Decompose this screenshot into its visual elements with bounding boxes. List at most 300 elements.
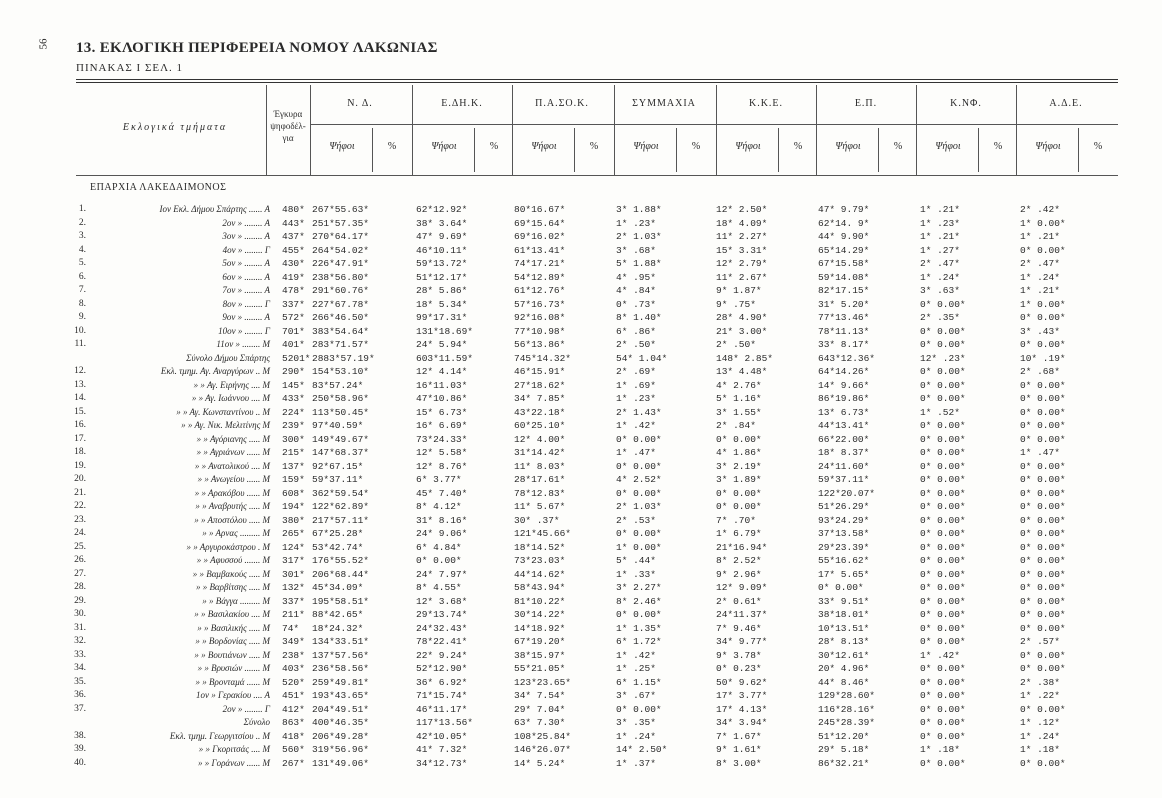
- party-result-cell: 10*13.51*: [818, 622, 870, 634]
- party-result-cell: 45* 7.40*: [416, 487, 468, 499]
- party-result-cell: 148* 2.85*: [716, 352, 774, 364]
- row-number: 11.: [74, 339, 86, 349]
- row-number: 20.: [74, 474, 86, 484]
- table-row: [0, 434, 1162, 445]
- party-result-cell: 83*57.24*: [312, 379, 364, 391]
- party-result-cell: 4* 2.76*: [716, 379, 762, 391]
- party-result-cell: 46*11.17*: [416, 703, 468, 715]
- party-result-cell: 11* 5.67*: [514, 501, 566, 512]
- party-result-cell: 24* 7.97*: [416, 568, 468, 580]
- valid-ballots-cell: 608*: [282, 487, 305, 499]
- party-result-cell: 0* 0.00*: [1020, 339, 1066, 350]
- valid-ballots-cell: 337*: [282, 595, 305, 607]
- valid-ballots-cell: 159*: [282, 474, 305, 485]
- table-row: [0, 393, 1162, 404]
- table-row: [0, 488, 1162, 499]
- party-result-cell: 0* 0.00*: [1020, 460, 1066, 472]
- district-name: 10ον » ........ Γ: [218, 325, 270, 336]
- party-result-cell: 3* 2.19*: [716, 460, 762, 472]
- party-result-cell: 0* 0.00*: [1020, 609, 1066, 620]
- party-result-cell: 69*16.02*: [514, 231, 566, 242]
- header-districts: Εκλογικά τμήματα: [122, 122, 228, 133]
- party-result-cell: 2* .42*: [1020, 204, 1060, 215]
- party-result-cell: 122*62.89*: [312, 501, 370, 512]
- party-result-cell: 0* 0.00*: [920, 339, 966, 350]
- table-row: [0, 677, 1162, 688]
- votes-header-5: Ψήφοι: [835, 141, 861, 152]
- row-number: 9.: [78, 312, 86, 322]
- district-name: » » Αγόριανης ..... Μ: [196, 433, 270, 444]
- party-result-cell: 37*13.58*: [818, 528, 870, 539]
- party-result-cell: 0* 0.00*: [920, 514, 966, 526]
- party-result-cell: 73*24.33*: [416, 433, 468, 445]
- votes-header-4: Ψήφοι: [735, 141, 761, 152]
- row-number: 37.: [74, 703, 86, 714]
- party-result-cell: 1* .24*: [616, 730, 656, 742]
- valid-ballots-cell: 238*: [282, 649, 305, 661]
- party-result-cell: 0* 0.00*: [1020, 487, 1066, 499]
- party-result-cell: 0* 0.00*: [920, 420, 966, 431]
- party-result-cell: 57*16.73*: [514, 298, 566, 310]
- party-divider-3: [614, 85, 615, 175]
- section-heading: ΕΠΑΡΧΙΑ ΛΑΚΕΔΑΙΜΟΝΟΣ: [90, 182, 227, 193]
- pct-divider-1: [474, 128, 475, 172]
- party-result-cell: 1* .37*: [616, 757, 656, 769]
- party-result-cell: 14* 9.66*: [818, 379, 870, 391]
- party-result-cell: 4* 2.52*: [616, 474, 662, 485]
- party-result-cell: 146*26.07*: [514, 744, 572, 755]
- party-result-cell: 42*10.05*: [416, 730, 468, 742]
- party-result-cell: 24*11.37*: [716, 609, 768, 620]
- valid-ballots-cell: 863*: [282, 717, 305, 728]
- row-number: 17.: [74, 433, 86, 444]
- row-number: 29.: [74, 595, 86, 606]
- party-result-cell: 267*55.63*: [312, 204, 370, 215]
- party-result-cell: 67*15.58*: [818, 258, 870, 269]
- table-row: [0, 231, 1162, 242]
- party-result-cell: 400*46.35*: [312, 717, 370, 728]
- party-result-cell: 238*56.80*: [312, 271, 370, 283]
- valid-ballots-cell: 337*: [282, 298, 305, 310]
- party-result-cell: 0* 0.00*: [1020, 555, 1066, 566]
- party-result-cell: 4* .84*: [616, 285, 656, 296]
- party-result-cell: 1* .21*: [920, 204, 960, 215]
- party-result-cell: 0* 0.00*: [920, 757, 966, 769]
- valid-ballots-cell: 301*: [282, 568, 305, 580]
- table-row: [0, 272, 1162, 283]
- party-result-cell: 137*57.56*: [312, 649, 370, 661]
- valid-ballots-cell: 418*: [282, 730, 305, 742]
- valid-ballots-cell: 5201*: [282, 352, 311, 364]
- party-result-cell: 1* .52*: [920, 406, 960, 418]
- party-header-3: ΣΥΜΜΑΧΙΑ: [632, 98, 696, 109]
- party-result-cell: 28* 5.86*: [416, 285, 468, 296]
- valid-ballots-cell: 451*: [282, 690, 305, 701]
- row-number: 31.: [74, 622, 86, 633]
- district-name: 2ον » ........ Γ: [222, 703, 270, 714]
- row-number: 3.: [78, 231, 86, 241]
- party-result-cell: 10* .19*: [1020, 352, 1066, 364]
- party-header-0: Ν. Δ.: [347, 98, 373, 109]
- party-result-cell: 34*12.73*: [416, 757, 468, 769]
- party-result-cell: 56*13.86*: [514, 339, 566, 350]
- party-result-cell: 0* 0.00*: [920, 487, 966, 499]
- party-result-cell: 9* .75*: [716, 298, 756, 310]
- district-name: » » Αφυσσού ....... Μ: [196, 555, 270, 565]
- party-result-cell: 15* 3.31*: [716, 244, 768, 256]
- party-result-cell: 0* 0.00*: [1020, 244, 1066, 256]
- row-number: 40.: [74, 757, 86, 768]
- party-result-cell: 24* 5.94*: [416, 339, 468, 350]
- district-name: » » Βαρβίτσης ..... Μ: [195, 582, 270, 592]
- district-name: Ιον Εκλ. Δήμου Σπάρτης ...... Α: [159, 204, 270, 214]
- party-result-cell: 1* 0.00*: [1020, 217, 1066, 229]
- district-name: Εκλ. τμημ. Γεωργιτσίου .. Μ: [169, 730, 270, 741]
- party-result-cell: 0* 0.00*: [1020, 501, 1066, 512]
- row-number: 23.: [74, 514, 86, 525]
- row-number: 13.: [74, 379, 86, 390]
- party-result-cell: 8* 2.52*: [716, 555, 762, 566]
- party-divider-4: [716, 85, 717, 175]
- district-name: 2ον » ........ Α: [222, 217, 270, 228]
- party-result-cell: 154*53.10*: [312, 366, 370, 377]
- party-result-cell: 643*12.36*: [818, 352, 876, 364]
- party-result-cell: 149*49.67*: [312, 433, 370, 445]
- party-result-cell: 5* .44*: [616, 555, 656, 566]
- party-result-cell: 9* 1.61*: [716, 744, 762, 755]
- party-result-cell: 12* 4.14*: [416, 366, 468, 377]
- party-result-cell: 6* 4.84*: [416, 541, 462, 553]
- valid-ballots-cell: 267*: [282, 757, 305, 769]
- row-number: 36.: [74, 690, 86, 700]
- pct-divider-6: [978, 128, 979, 172]
- party-result-cell: 24*32.43*: [416, 622, 468, 634]
- party-result-cell: 264*54.02*: [312, 244, 370, 256]
- row-number: 39.: [74, 744, 86, 754]
- party-result-cell: 2* .57*: [1020, 636, 1060, 647]
- party-result-cell: 22* 9.24*: [416, 649, 468, 661]
- party-result-cell: 8* 2.46*: [616, 595, 662, 607]
- party-result-cell: 4* .95*: [616, 271, 656, 283]
- party-result-cell: 217*57.11*: [312, 514, 370, 526]
- votes-header-6: Ψήφοι: [935, 141, 961, 152]
- party-result-cell: 0* 0.00*: [920, 447, 966, 458]
- table-row: [0, 474, 1162, 485]
- party-result-cell: 134*33.51*: [312, 636, 370, 647]
- party-result-cell: 16*11.03*: [416, 379, 468, 391]
- party-result-cell: 0* 0.00*: [1020, 663, 1066, 674]
- party-result-cell: 61*12.76*: [514, 285, 566, 296]
- valid-ballots-cell: 317*: [282, 555, 305, 566]
- pct-header-1: %: [489, 141, 499, 152]
- party-divider-5: [816, 85, 817, 175]
- party-result-cell: 1* .21*: [1020, 285, 1060, 296]
- party-result-cell: 55*16.62*: [818, 555, 870, 566]
- party-result-cell: 1* .12*: [1020, 717, 1060, 728]
- party-result-cell: 15* 6.73*: [416, 406, 468, 418]
- party-result-cell: 58*43.94*: [514, 582, 566, 593]
- district-name: » » Βουτιάνων ..... Μ: [194, 649, 270, 660]
- party-result-cell: 97*40.59*: [312, 420, 364, 431]
- party-result-cell: 46*10.11*: [416, 244, 468, 256]
- valid-ballots-cell: 265*: [282, 528, 305, 539]
- party-result-cell: 8* 4.12*: [416, 501, 462, 512]
- row-number: 8.: [78, 298, 86, 309]
- party-divider-2: [512, 85, 513, 175]
- valid-ballots-cell: 437*: [282, 231, 305, 242]
- party-result-cell: 11* 2.67*: [716, 271, 768, 283]
- party-result-cell: 251*57.35*: [312, 217, 370, 229]
- party-result-cell: 46*15.91*: [514, 366, 566, 377]
- party-result-cell: 0* 0.00*: [920, 582, 966, 593]
- party-result-cell: 2* 0.61*: [716, 595, 762, 607]
- row-number: 19.: [74, 460, 86, 471]
- party-result-cell: 0* 0.00*: [616, 609, 662, 620]
- valid-ballots-cell: 290*: [282, 366, 305, 377]
- party-result-cell: 12* 2.50*: [716, 204, 768, 215]
- table-row: [0, 609, 1162, 620]
- party-result-cell: 0* 0.00*: [1020, 582, 1066, 593]
- party-result-cell: 0* 0.00*: [920, 595, 966, 607]
- party-result-cell: 60*25.10*: [514, 420, 566, 431]
- party-result-cell: 0* 0.00*: [920, 379, 966, 391]
- party-result-cell: 1* .23*: [920, 217, 960, 229]
- row-number: 5.: [78, 258, 86, 268]
- party-result-cell: 0* 0.00*: [920, 609, 966, 620]
- party-result-cell: 266*46.50*: [312, 312, 370, 323]
- party-result-cell: 78*12.83*: [514, 487, 566, 499]
- valid-ballots-cell: 701*: [282, 325, 305, 337]
- party-result-cell: 2* .47*: [920, 258, 960, 269]
- party-result-cell: 0* 0.23*: [716, 663, 762, 674]
- party-result-cell: 29*13.74*: [416, 609, 468, 620]
- party-result-cell: 0* 0.00*: [920, 528, 966, 539]
- votes-header-2: Ψήφοι: [531, 141, 557, 152]
- party-result-cell: 245*28.39*: [818, 717, 876, 728]
- pct-header-2: %: [589, 141, 599, 152]
- party-result-cell: 44*14.62*: [514, 568, 566, 580]
- party-result-cell: 3* 1.88*: [616, 204, 662, 215]
- district-name: 5ον » ........ Α: [222, 258, 270, 268]
- party-result-cell: 7* 1.67*: [716, 730, 762, 742]
- party-result-cell: 29* 5.18*: [818, 744, 870, 755]
- party-result-cell: 0* 0.00*: [1020, 622, 1066, 634]
- party-result-cell: 2* 1.03*: [616, 231, 662, 242]
- pct-divider-0: [372, 128, 373, 172]
- party-result-cell: 8* 3.00*: [716, 757, 762, 769]
- party-result-cell: 18*14.52*: [514, 541, 566, 553]
- party-result-cell: 226*47.91*: [312, 258, 370, 269]
- party-result-cell: 0* 0.00*: [920, 622, 966, 634]
- header-divider-parties: [310, 85, 311, 175]
- table-row: [0, 447, 1162, 458]
- party-result-cell: 31*14.42*: [514, 447, 566, 458]
- party-result-cell: 1* .21*: [920, 231, 960, 242]
- row-number: 26.: [74, 555, 86, 565]
- party-result-cell: 2* .69*: [616, 366, 656, 377]
- party-result-cell: 1* .27*: [920, 244, 960, 256]
- party-result-cell: 31* 8.16*: [416, 514, 468, 526]
- party-result-cell: 3* 2.27*: [616, 582, 662, 593]
- party-result-cell: 0* 0.00*: [1020, 379, 1066, 391]
- party-result-cell: 33* 9.51*: [818, 595, 870, 607]
- party-result-cell: 147*68.37*: [312, 447, 370, 458]
- table-total-row: [0, 353, 1162, 364]
- party-result-cell: 131*18.69*: [416, 325, 474, 337]
- party-result-cell: 82*17.15*: [818, 285, 870, 296]
- page-number: 56: [37, 38, 50, 50]
- party-result-cell: 236*58.56*: [312, 663, 370, 674]
- table-row: [0, 690, 1162, 701]
- party-result-cell: 69*15.64*: [514, 217, 566, 229]
- row-number: 15.: [74, 406, 86, 417]
- district-name: 6ον » ........ Α: [222, 271, 270, 282]
- party-result-cell: 51*26.29*: [818, 501, 870, 512]
- party-result-cell: 21*16.94*: [716, 541, 768, 553]
- district-name: » » Αρακόβου ...... Μ: [194, 487, 270, 498]
- row-number: 27.: [74, 568, 86, 579]
- party-result-cell: 227*67.78*: [312, 298, 370, 310]
- valid-ballots-cell: 145*: [282, 379, 305, 391]
- party-result-cell: 54*12.89*: [514, 271, 566, 283]
- valid-ballots-cell: 132*: [282, 582, 305, 593]
- row-number: 28.: [74, 582, 86, 592]
- party-result-cell: 47*10.86*: [416, 393, 468, 404]
- party-result-cell: 38*18.01*: [818, 609, 870, 620]
- valid-ballots-cell: 455*: [282, 244, 305, 256]
- pct-header-3: %: [691, 141, 701, 152]
- party-result-cell: 1* 6.79*: [716, 528, 762, 539]
- valid-ballots-cell: 443*: [282, 217, 305, 229]
- valid-ballots-cell: 239*: [282, 420, 305, 431]
- party-result-cell: 18* 5.34*: [416, 298, 468, 310]
- row-number: 32.: [74, 636, 86, 646]
- party-result-cell: 0* 0.00*: [920, 298, 966, 310]
- party-result-cell: 0* 0.00*: [1020, 393, 1066, 404]
- party-result-cell: 1* .42*: [616, 420, 656, 431]
- district-name: » » Ανατολικού .... Μ: [194, 460, 270, 471]
- district-name: » » Αγριάνων ...... Μ: [196, 447, 270, 457]
- table-row: [0, 636, 1162, 647]
- party-result-cell: 2* 1.43*: [616, 406, 662, 418]
- party-result-cell: 0* 0.00*: [920, 636, 966, 647]
- votes-header-1: Ψήφοι: [431, 141, 457, 152]
- party-result-cell: 123*23.65*: [514, 676, 572, 688]
- pct-header-6: %: [993, 141, 1003, 152]
- party-result-cell: 3* .63*: [920, 285, 960, 296]
- party-result-cell: 3* 1.55*: [716, 406, 762, 418]
- party-result-cell: 0* 0.00*: [818, 582, 864, 593]
- party-result-cell: 4* 1.86*: [716, 447, 762, 458]
- valid-ballots-cell: 433*: [282, 393, 305, 404]
- district-name: » » Αγ. Κωνσταντίνου .. Μ: [176, 406, 270, 417]
- party-result-cell: 12* 5.58*: [416, 447, 468, 458]
- party-result-cell: 77*10.98*: [514, 325, 566, 337]
- page-title: 13. ΕΚΛΟΓΙΚΗ ΠΕΡΙΦΕΡΕΙΑ ΝΟΜΟΥ ΛΑΚΩΝΙΑΣ: [76, 40, 438, 56]
- table-row: [0, 744, 1162, 755]
- district-name: 3ον » ........ Α: [222, 231, 270, 241]
- party-result-cell: 1* 1.35*: [616, 622, 662, 634]
- party-result-cell: 14*18.92*: [514, 622, 566, 634]
- party-result-cell: 113*50.45*: [312, 406, 370, 418]
- party-result-cell: 0* 0.00*: [716, 501, 762, 512]
- party-result-cell: 0* 0.00*: [920, 366, 966, 377]
- party-result-cell: 50* 9.62*: [716, 676, 768, 688]
- row-number: 21.: [74, 487, 86, 498]
- party-result-cell: 206*49.28*: [312, 730, 370, 742]
- table-row: [0, 582, 1162, 593]
- party-result-cell: 0* 0.00*: [1020, 703, 1066, 715]
- party-result-cell: 2* .35*: [920, 312, 960, 323]
- party-result-cell: 99*17.31*: [416, 312, 468, 323]
- party-result-cell: 31* 5.20*: [818, 298, 870, 310]
- party-result-cell: 0* 0.00*: [920, 690, 966, 701]
- party-result-cell: 3* .68*: [616, 244, 656, 256]
- table-row: [0, 528, 1162, 539]
- row-number: 24.: [74, 528, 86, 538]
- party-result-cell: 78*22.41*: [416, 636, 468, 647]
- party-result-cell: 1* .18*: [920, 744, 960, 755]
- row-number: 33.: [74, 649, 86, 660]
- party-result-cell: 2* .68*: [1020, 366, 1060, 377]
- valid-ballots-cell: 74*: [282, 622, 300, 634]
- row-number: 7.: [78, 285, 86, 295]
- party-result-cell: 9* 2.96*: [716, 568, 762, 580]
- header-divider-valid: [266, 85, 267, 175]
- party-result-cell: 86*32.21*: [818, 757, 870, 769]
- party-result-cell: 30*14.22*: [514, 609, 566, 620]
- party-result-cell: 8* 1.40*: [616, 312, 662, 323]
- row-number: 22.: [74, 501, 86, 511]
- district-name: » » Βρυσιών ....... Μ: [197, 663, 270, 673]
- table-row: [0, 515, 1162, 526]
- party-result-cell: 0* 0.00*: [1020, 528, 1066, 539]
- party-result-cell: 43*22.18*: [514, 406, 566, 418]
- row-number: 14.: [74, 393, 86, 403]
- party-header-6: Κ.ΝΦ.: [950, 98, 982, 109]
- party-result-cell: 0* 0.00*: [920, 501, 966, 512]
- table-row: [0, 704, 1162, 715]
- party-result-cell: 0* 0.00*: [616, 460, 662, 472]
- party-result-cell: 28* 4.90*: [716, 312, 768, 323]
- party-result-cell: 116*28.16*: [818, 703, 876, 715]
- valid-ballots-cell: 300*: [282, 433, 305, 445]
- district-name: » » Αγ. Ιωάννου .... Μ: [191, 393, 270, 403]
- table-row: [0, 420, 1162, 431]
- valid-ballots-cell: 430*: [282, 258, 305, 269]
- pct-header-7: %: [1093, 141, 1103, 152]
- party-result-cell: 80*16.67*: [514, 204, 566, 215]
- table-row: [0, 312, 1162, 323]
- table-row: [0, 555, 1162, 566]
- valid-ballots-cell: 380*: [282, 514, 305, 526]
- party-result-cell: 603*11.59*: [416, 352, 474, 364]
- party-result-cell: 62*12.92*: [416, 204, 468, 215]
- party-result-cell: 1* .47*: [616, 447, 656, 458]
- party-result-cell: 1* .22*: [1020, 690, 1060, 701]
- party-result-cell: 45*34.09*: [312, 582, 364, 593]
- party-result-cell: 0* 0.00*: [716, 487, 762, 499]
- party-header-1: Ε.ΔΗ.Κ.: [441, 98, 483, 109]
- party-result-cell: 5* 1.16*: [716, 393, 762, 404]
- pct-divider-4: [778, 128, 779, 172]
- table-row: [0, 299, 1162, 310]
- valid-ballots-cell: 520*: [282, 676, 305, 688]
- table-subtitle: ΠΙΝΑΚΑΣ Ι ΣΕΛ. 1: [76, 62, 184, 74]
- party-result-cell: 81*10.22*: [514, 595, 566, 607]
- votes-header-7: Ψήφοι: [1035, 141, 1061, 152]
- party-header-4: Κ.Κ.Ε.: [748, 98, 784, 109]
